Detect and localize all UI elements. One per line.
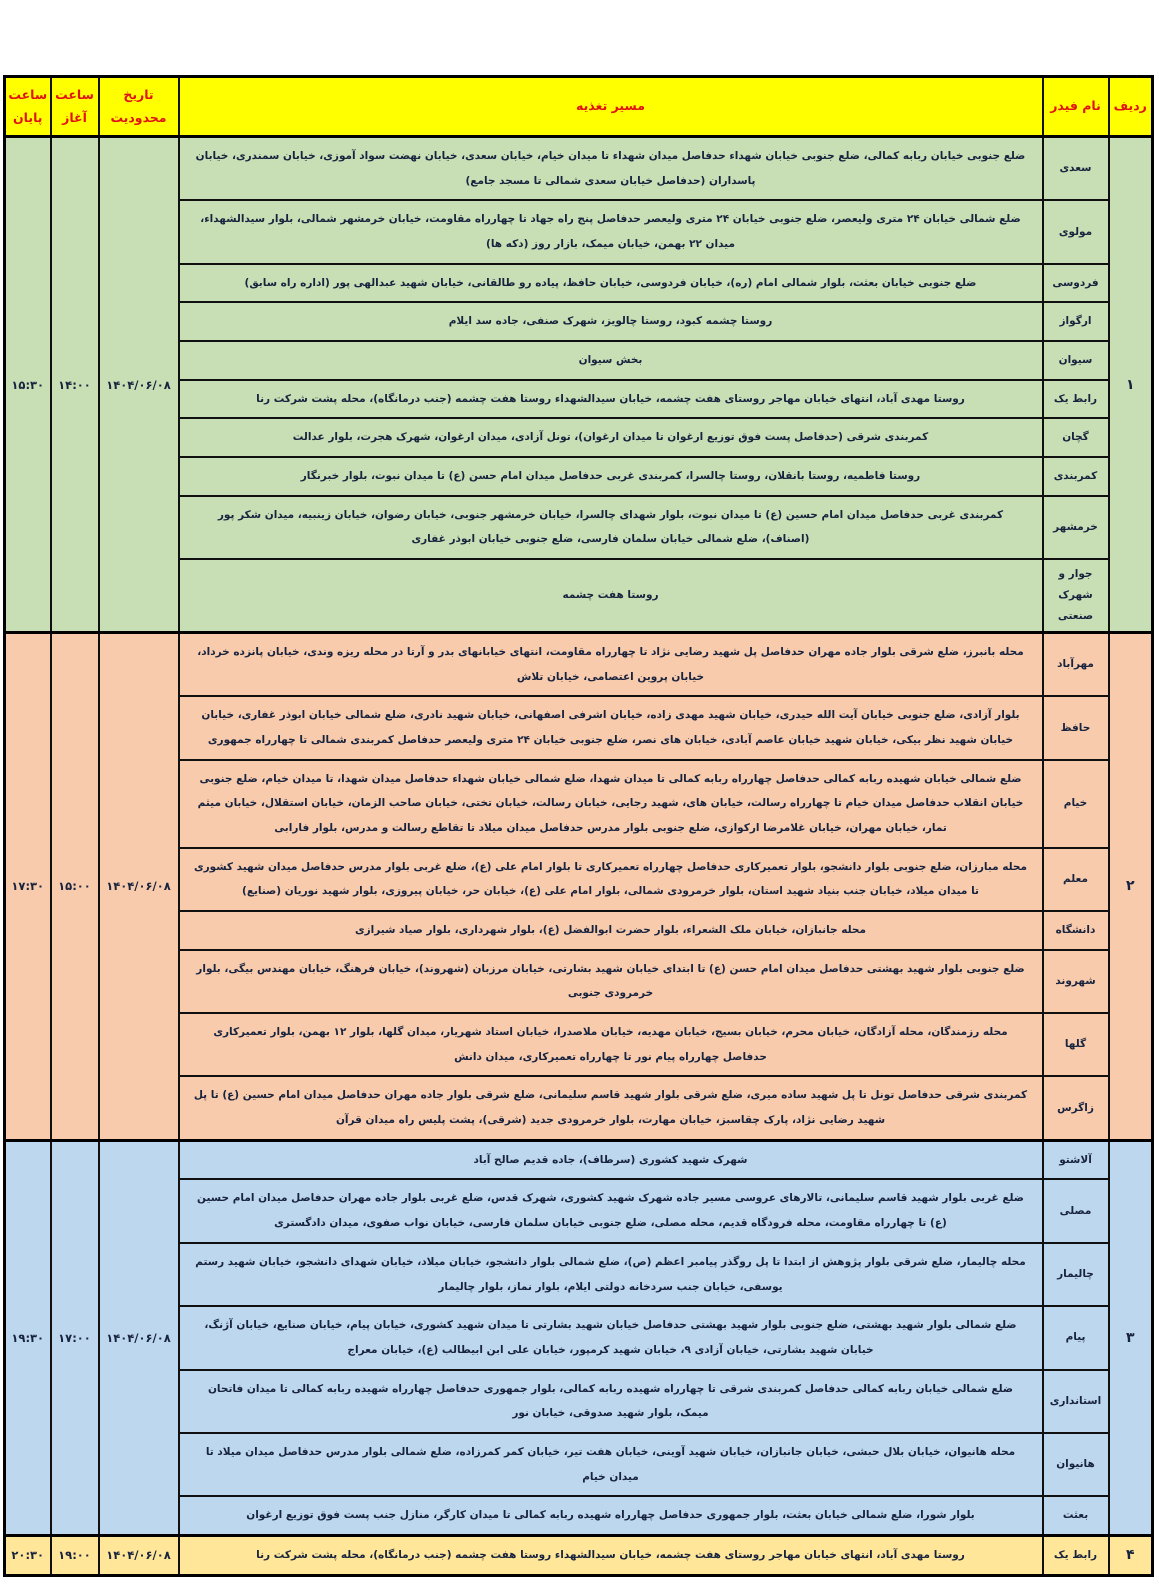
feed-route-cell: روستا هفت چشمه (179, 559, 1043, 633)
row-number-cell: ۱ (1109, 137, 1153, 633)
feed-route-cell: محله رزمندگان، محله آزادگان، خیابان محرم، خیابان بسیج، خیابان مهدیه، خیابان ملاصدرا، خیابان استاد شهریار، میدان گلها، بلوار ۱۲ بهمن، بلوار تعمیرکاری حدفاصل چهارراه پیام نور تا چهارراه تعمیرکاری، میدان دانش (179, 1013, 1043, 1076)
feeder-name-cell: سیوان (1043, 341, 1109, 380)
feeder-name-cell: ارگواز (1043, 302, 1109, 341)
header-feeder-name: نام فیدر (1043, 77, 1109, 137)
restriction-date-cell: ۱۴۰۴/۰۶/۰۸ (99, 1535, 179, 1575)
feeder-name-cell: حافظ (1043, 696, 1109, 759)
row-number-cell: ۳ (1109, 1140, 1153, 1535)
schedule-table-body (5, 137, 1153, 1576)
feeder-name-cell: کمربندی (1043, 457, 1109, 496)
table-row (5, 137, 1153, 201)
feeder-name-cell: پیام (1043, 1306, 1109, 1369)
restriction-date-cell: ۱۴۰۴/۰۶/۰۸ (99, 1140, 179, 1535)
feed-route-cell: محله جانبازان، خیابان ملک الشعراء، بلوار حضرت ابوالفضل (ع)، بلوار شهرداری، بلوار صیاد شیرازی (179, 911, 1043, 950)
header-feed-route: مسیر تغذیه (179, 77, 1043, 137)
header-restriction-date: تاریخ محدودیت (99, 77, 179, 137)
feed-route-cell: محله هانیوان، خیابان بلال حبشی، خیابان جانبازان، خیابان شهید آوینی، خیابان هفت تیر، خیابان کمر کمرزاده، ضلع شمالی بلوار مدرس حدفاصل میدان میلاد تا میدان خیام (179, 1433, 1043, 1496)
table-row (5, 633, 1153, 697)
feeder-name-cell: معلم (1043, 848, 1109, 911)
feeder-name-cell: گلها (1043, 1013, 1109, 1076)
feed-route-cell: روستا مهدی آباد، انتهای خیابان مهاجر روستای هفت چشمه، خیابان سیدالشهداء روستا هفت چشمه (جنب درمانگاه)، محله پشت شرکت رنا (179, 380, 1043, 419)
row-number-cell: ۲ (1109, 633, 1153, 1141)
feeder-name-cell: رابط یک (1043, 1535, 1109, 1575)
end-time-cell: ۱۹:۳۰ (5, 1140, 51, 1535)
feeder-name-cell: زاگرس (1043, 1076, 1109, 1140)
feed-route-cell: شهرک شهید کشوری (سرطاف)، جاده قدیم صالح آباد (179, 1140, 1043, 1179)
table-header (5, 77, 1153, 137)
feed-route-cell: بلوار شورا، ضلع شمالی خیابان بعثت، بلوار جمهوری حدفاصل چهارراه شهیده ربابه کمالی تا میدان کارگر، منازل جنب پست فوق توزیع ارغوان (179, 1496, 1043, 1535)
feed-route-cell: ضلع شمالی خیابان ۲۴ متری ولیعصر، ضلع جنوبی خیابان ۲۴ متری ولیعصر حدفاصل پنج راه جهاد تا چهارراه مقاومت، خیابان خرمشهر شمالی، بلوار سیدالشهداء، میدان ۲۲ بهمن، خیابان میمک، بازار روز (دکه ها) (179, 200, 1043, 263)
feed-route-cell: بخش سیوان (179, 341, 1043, 380)
feed-route-cell: روستا چشمه کبود، روستا چالویز، شهرک صنفی، جاده سد ایلام (179, 302, 1043, 341)
feed-route-cell: کمربندی شرقی (حدفاصل پست فوق توزیع ارغوان تا میدان ارغوان)، تونل آزادی، میدان ارغوان، شهرک هجرت، بلوار عدالت (179, 418, 1043, 457)
start-time-cell: ۱۹:۰۰ (51, 1535, 99, 1575)
start-time-cell: ۱۵:۰۰ (51, 633, 99, 1141)
header-row-number: ردیف (1109, 77, 1153, 137)
feeder-name-cell: مهرآباد (1043, 633, 1109, 697)
feed-route-cell: ضلع جنوبی خیابان بعثت، بلوار شمالی امام (ره)، خیابان فردوسی، خیابان حافظ، پیاده رو طالقانی، خیابان شهید عبدالهی پور (اداره راه سابق) (179, 264, 1043, 303)
feed-route-cell: ضلع شمالی خیابان شهیده ربابه کمالی حدفاصل چهارراه ربابه کمالی تا میدان شهدا، ضلع شمالی خیابان شهداء حدفاصل میدان شهدا، تا میدان خیام، ضلع جنوبی خیابان انقلاب حدفاصل میدان خیام تا چهارراه رسالت، خیابان های، شهید رجایی، خیابان رسالت، خیابان تختی، خیابان صاحب الزمان، خیابان استقلال، خیابان میثم تمار، خیابان مهران، خیابان غلامرضا ارکوازی، ضلع جنوبی بلوار مدرس حدفاصل میدان میلاد تا تقاطع رسالت و مدرس، بلوار فارابی (179, 760, 1043, 848)
feed-route-cell: روستا فاطمیه، روستا بانقلان، روستا چالسرا، کمربندی غربی حدفاصل میدان امام حسن (ع) تا میدان نبوت، بلوار خبرنگار (179, 457, 1043, 496)
feeder-name-cell: سعدی (1043, 137, 1109, 201)
row-number-cell: ۴ (1109, 1535, 1153, 1575)
feeder-name-cell: رابط یک (1043, 380, 1109, 419)
feeder-name-cell: فردوسی (1043, 264, 1109, 303)
feeder-name-cell: آلاشتو (1043, 1140, 1109, 1179)
feeder-name-cell: استانداری (1043, 1370, 1109, 1433)
start-time-cell: ۱۴:۰۰ (51, 137, 99, 633)
end-time-cell: ۲۰:۳۰ (5, 1535, 51, 1575)
header-row (5, 77, 1153, 137)
restriction-date-cell: ۱۴۰۴/۰۶/۰۸ (99, 137, 179, 633)
table-row (5, 1535, 1153, 1575)
header-end-time: ساعت پایان (5, 77, 51, 137)
feeder-name-cell: مولوی (1043, 200, 1109, 263)
feeder-name-cell: جوار و شهرک صنعتی (1043, 559, 1109, 633)
feeder-name-cell: خرمشهر (1043, 496, 1109, 559)
feed-route-cell: محله بانبرز، ضلع شرقی بلوار جاده مهران حدفاصل پل شهید رضایی نژاد تا چهارراه مقاومت، انتهای خیابانهای بدر و آرتا در محله ریزه وندی، خیابان پانزده خرداد، خیابان پروین اعتصامی، خیابان تلاش (179, 633, 1043, 697)
restriction-date-cell: ۱۴۰۴/۰۶/۰۸ (99, 633, 179, 1141)
feed-route-cell: محله چالیمار، ضلع شرقی بلوار پژوهش از ابتدا تا پل روگذر پیامبر اعظم (ص)، ضلع شمالی بلوار دانشجو، خیابان میلاد، خیابان شهدای دانشجو، خیابان شهید رستم یوسفی، خیابان جنب سردخانه دولتی ایلام، بلوار نماز، بلوار چالیمار (179, 1243, 1043, 1306)
table-row (5, 1140, 1153, 1179)
feed-route-cell: ضلع شمالی خیابان ربابه کمالی حدفاصل کمربندی شرقی تا چهارراه شهیده ربابه کمالی، بلوار جمهوری حدفاصل چهارراه شهیده ربابه کمالی تا میدان فاتحان میمک، بلوار شهید صدوقی، خیابان نور (179, 1370, 1043, 1433)
feed-route-cell: ضلع شمالی بلوار شهید بهشتی، ضلع جنوبی بلوار شهید بهشتی حدفاصل خیابان شهید بشارتی تا میدان شهید کشوری، خیابان پیام، خیابان صنایع، خیابان آژنگ، خیابان شهید بشارتی، خیابان آزادی ۹، خیابان شهید کرمپور، خیابان علی ابن ابیطالب (ع)، خیابان معراج (179, 1306, 1043, 1369)
feed-route-cell: ضلع جنوبی بلوار شهید بهشتی حدفاصل میدان امام حسن (ع) تا ابتدای خیابان شهید بشارتی، خیابان مرزبان (شهروند)، خیابان فرهنگ، خیابان مهندس بیگی، بلوار خرمرودی جنوبی (179, 950, 1043, 1013)
feed-route-cell: کمربندی غربی حدفاصل میدان امام حسین (ع) تا میدان نبوت، بلوار شهدای چالسرا، خیابان خرمشهر جنوبی، خیابان رضوان، خیابان زینبیه، میدان شکر پور (اصناف)، ضلع شمالی خیابان سلمان فارسی، ضلع جنوبی خیابان ابوذر غفاری (179, 496, 1043, 559)
feeder-name-cell: دانشگاه (1043, 911, 1109, 950)
feed-route-cell: کمربندی شرقی حدفاصل تونل تا پل شهید ساده میری، ضلع شرقی بلوار شهید قاسم سلیمانی، ضلع شرقی بلوار جاده مهران حدفاصل میدان امام حسین (ع) تا پل شهید رضایی نژاد، پارک چقاسبز، خیابان مهارت، بلوار خرمرودی جدید (شرقی)، پشت پلیس راه میدان قرآن (179, 1076, 1043, 1140)
feed-route-cell: ضلع جنوبی خیابان ربابه کمالی، ضلع جنوبی خیابان شهداء حدفاصل میدان شهداء تا میدان خیام، خیابان سعدی، خیابان نهضت سواد آموزی، خیابان سمندری، خیابان پاسداران (حدفاصل خیابان سعدی شمالی تا مسجد جامع) (179, 137, 1043, 201)
feeder-name-cell: چالیمار (1043, 1243, 1109, 1306)
feeder-name-cell: هانیوان (1043, 1433, 1109, 1496)
outage-schedule-table (3, 75, 1154, 1577)
feeder-name-cell: بعثت (1043, 1496, 1109, 1535)
feed-route-cell: بلوار آزادی، ضلع جنوبی خیابان آیت الله حیدری، خیابان شهید مهدی زاده، خیابان اشرفی اصفهانی، خیابان شهید نادری، ضلع شمالی خیابان ابوذر غفاری، خیابان خیابان شهید نظر بیکی، خیابان شهید خیابان عاصم آبادی، خیابان های نصر، ضلع جنوبی خیابان ۲۴ متری ولیعصر حدفاصل کمربندی شمالی تا چهارراه جمهوری (179, 696, 1043, 759)
feeder-name-cell: خیام (1043, 760, 1109, 848)
header-start-time: ساعت آغاز (51, 77, 99, 137)
end-time-cell: ۱۵:۳۰ (5, 137, 51, 633)
feed-route-cell: محله مبارزان، ضلع جنوبی بلوار دانشجو، بلوار تعمیرکاری حدفاصل چهارراه تعمیرکاری تا بلوار امام علی (ع)، ضلع غربی بلوار مدرس حدفاصل میدان شهید کشوری تا میدان میلاد، خیابان جنب بنیاد شهید استان، بلوار خرمرودی شمالی، بلوار امام علی (ع)، خیابان حر، خیابان پیروزی، بلوار شهید نوریان (صنایع) (179, 848, 1043, 911)
start-time-cell: ۱۷:۰۰ (51, 1140, 99, 1535)
feeder-name-cell: گچان (1043, 418, 1109, 457)
feeder-name-cell: مصلی (1043, 1179, 1109, 1242)
end-time-cell: ۱۷:۳۰ (5, 633, 51, 1141)
feed-route-cell: روستا مهدی آباد، انتهای خیابان مهاجر روستای هفت چشمه، خیابان سیدالشهداء روستا هفت چشمه (جنب درمانگاه)، محله پشت شرکت رنا (179, 1535, 1043, 1575)
feed-route-cell: ضلع غربی بلوار شهید قاسم سلیمانی، تالارهای عروسی مسیر جاده شهرک شهید کشوری، شهرک قدس، ضلع غربی بلوار جاده مهران حدفاصل میدان امام حسین (ع) تا چهارراه مقاومت، محله فرودگاه قدیم، محله مصلی، ضلع جنوبی خیابان سلمان فارسی، خیابان نواب صفوی، میدان دادگستری (179, 1179, 1043, 1242)
feeder-name-cell: شهروند (1043, 950, 1109, 1013)
